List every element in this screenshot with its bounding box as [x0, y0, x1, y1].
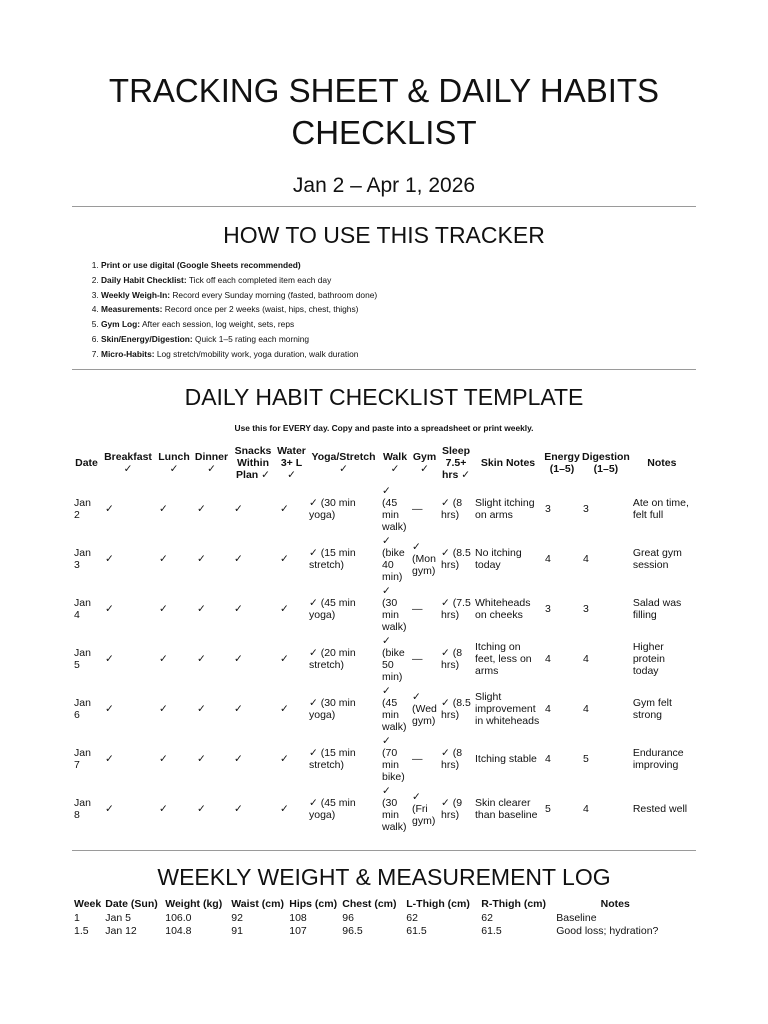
table-cell: 3 — [545, 603, 551, 615]
table-cell: ✓ — [159, 603, 168, 615]
instruction-text: Log stretch/mobility work, yoga duration, walk duration — [154, 348, 359, 359]
instruction-text: Record every Sunday morning (fasted, bathroom done) — [170, 289, 378, 300]
table-cell: 1 — [74, 911, 80, 924]
table-cell: 106.0 — [165, 911, 192, 924]
table-cell: No itching today — [475, 547, 522, 571]
document-title — [0, 70, 768, 154]
table-header-row — [72, 442, 693, 484]
divider — [72, 369, 696, 370]
table-cell: Baseline — [556, 911, 597, 924]
table-cell: ✓ — [234, 603, 243, 615]
table-cell: ✓ — [105, 603, 114, 615]
table-cell: 91 — [231, 925, 243, 937]
instructions-list — [72, 258, 721, 362]
table-row — [72, 912, 676, 926]
table-cell: 1.5 — [74, 925, 89, 937]
daily-habit-table — [72, 442, 693, 834]
table-cell: ✓ — [197, 503, 206, 515]
table-cell: 61.5 — [481, 925, 502, 937]
table-cell: ✓ — [159, 753, 168, 765]
column-header: Weight (kg) — [165, 898, 223, 910]
column-header: Hips (cm) — [289, 898, 338, 910]
instruction-label: Weekly Weigh-In: — [101, 289, 171, 300]
table-cell: — — [412, 603, 423, 615]
table-cell: ✓ — [105, 753, 114, 765]
table-cell: ✓ — [280, 803, 289, 815]
table-cell: 62 — [481, 911, 493, 924]
column-header: Week — [74, 898, 102, 910]
column-header: Date — [75, 457, 98, 469]
table-cell: 3 — [583, 503, 589, 515]
column-header: Date (Sun) — [105, 898, 158, 910]
table-cell: Gym felt strong — [632, 697, 672, 721]
table-cell: Jan 2 — [74, 497, 91, 521]
table-cell: ✓ (45 min walk) — [382, 485, 407, 533]
table-cell: 5 — [583, 753, 589, 765]
weekly-measurement-table — [72, 898, 676, 939]
table-cell: 3 — [545, 503, 551, 515]
table-cell: Jan 5 — [74, 647, 91, 671]
title-line-1: TRACKING SHEET & DAILY HABITS — [108, 72, 660, 109]
section-heading-daily-checklist: DAILY HABIT CHECKLIST TEMPLATE — [184, 384, 584, 410]
table-cell: 4 — [545, 553, 551, 565]
table-row — [72, 484, 693, 534]
table-cell: Whiteheads on cheeks — [475, 597, 531, 621]
table-row — [72, 925, 676, 939]
date-range: Jan 2 – Apr 1, 2026 — [292, 174, 476, 197]
table-cell: 4 — [583, 703, 589, 715]
table-cell: ✓ — [234, 503, 243, 515]
instruction-text: Quick 1–5 rating each morning — [192, 333, 310, 344]
table-cell: — — [412, 503, 423, 515]
column-header: Water 3+ L ✓ — [277, 445, 306, 481]
table-cell: 4 — [583, 653, 589, 665]
section-heading-weekly-log: WEEKLY WEIGHT & MEASUREMENT LOG — [157, 864, 611, 890]
table-cell: Itching stable — [475, 753, 537, 765]
table-cell: 5 — [545, 803, 551, 815]
table-cell: ✓ (30 min walk) — [382, 585, 407, 633]
table-cell: ✓ (45 min yoga) — [309, 797, 356, 821]
section-heading-how-to: HOW TO USE THIS TRACKER — [223, 222, 545, 248]
table-cell: 107 — [289, 925, 307, 937]
table-cell: ✓ — [159, 553, 168, 565]
table-cell: 4 — [583, 803, 589, 815]
table-cell: ✓ — [159, 803, 168, 815]
table-cell: 4 — [545, 653, 551, 665]
table-cell: ✓ (30 min yoga) — [309, 697, 356, 721]
instruction-label: Gym Log: — [101, 319, 141, 330]
instruction-item — [101, 317, 721, 332]
table-cell: Good loss; hydration? — [556, 925, 659, 937]
table-row — [72, 784, 693, 834]
table-cell: ✓ (7.5 hrs) — [441, 597, 471, 621]
table-cell: Ate on time, felt full — [632, 497, 689, 521]
table-cell: ✓ — [197, 703, 206, 715]
table-cell: — — [412, 653, 423, 665]
table-row — [72, 534, 693, 584]
instruction-text: Record once per 2 weeks (waist, hips, chest, thighs) — [162, 304, 359, 315]
column-header: Breakfast ✓ — [104, 451, 152, 475]
table-cell: ✓ — [280, 703, 289, 715]
table-cell: ✓ — [280, 653, 289, 665]
table-cell: Higher protein today — [632, 641, 665, 677]
column-header: Skin Notes — [480, 457, 536, 469]
table-row — [72, 734, 693, 784]
table-cell: ✓ — [105, 803, 114, 815]
table-cell: ✓ — [159, 703, 168, 715]
instruction-item — [101, 258, 721, 273]
table-cell: ✓ — [197, 803, 206, 815]
table-cell: ✓ (45 min walk) — [382, 685, 407, 733]
table-cell: Endurance improving — [632, 747, 684, 771]
instruction-label: Daily Habit Checklist: — [101, 274, 187, 285]
table-cell: Jan 7 — [74, 747, 91, 771]
table-cell: ✓ — [197, 553, 206, 565]
table-cell: ✓ — [197, 653, 206, 665]
table-cell: ✓ (8 hrs) — [441, 747, 463, 771]
table-cell: ✓ (8 hrs) — [441, 647, 463, 671]
table-cell: ✓ (45 min yoga) — [309, 597, 356, 621]
title-line-2: CHECKLIST — [291, 114, 477, 151]
checklist-note: Use this for EVERY day. Copy and paste into a spreadsheet or print weekly. — [234, 423, 534, 433]
column-header: Waist (cm) — [231, 898, 284, 910]
table-cell: ✓ — [280, 603, 289, 615]
column-header: Yoga/Stretch ✓ — [311, 451, 376, 475]
table-cell: ✓ — [280, 753, 289, 765]
table-cell: Jan 6 — [74, 697, 91, 721]
column-header: R-Thigh (cm) — [481, 898, 546, 910]
table-cell: 108 — [289, 911, 307, 924]
divider — [72, 850, 696, 851]
column-header: L-Thigh (cm) — [406, 898, 470, 910]
table-cell: ✓ — [234, 653, 243, 665]
table-cell: ✓ (Mon gym) — [412, 541, 436, 577]
table-row — [72, 584, 693, 634]
table-cell: ✓ (8.5 hrs) — [441, 697, 471, 721]
divider — [72, 206, 696, 207]
table-cell: — — [412, 753, 423, 765]
table-cell: ✓ (8 hrs) — [441, 497, 463, 521]
table-cell: ✓ (Fri gym) — [412, 791, 436, 827]
table-cell: Skin clearer than baseline — [475, 797, 538, 821]
table-cell: Salad was filling — [632, 597, 682, 621]
instruction-item — [101, 347, 721, 362]
column-header: Snacks Within Plan ✓ — [234, 445, 272, 481]
instruction-label: Measurements: — [101, 304, 163, 315]
table-cell: ✓ (15 min stretch) — [309, 747, 356, 771]
table-header-row — [72, 898, 676, 912]
instruction-text: After each session, log weight, sets, reps — [140, 319, 295, 330]
table-cell: Jan 3 — [74, 547, 91, 571]
column-header: Gym ✓ — [412, 451, 437, 475]
table-cell: ✓ — [234, 803, 243, 815]
instruction-label: Micro-Habits: — [101, 348, 155, 359]
table-cell: Rested well — [632, 803, 688, 815]
table-cell: Jan 12 — [105, 925, 137, 937]
table-row — [72, 634, 693, 684]
table-cell: ✓ (20 min stretch) — [309, 647, 356, 671]
table-cell: ✓ — [280, 503, 289, 515]
table-row — [72, 684, 693, 734]
table-cell: ✓ — [234, 553, 243, 565]
table-cell: ✓ — [197, 603, 206, 615]
instruction-item — [101, 332, 721, 347]
table-cell: ✓ — [234, 703, 243, 715]
table-cell: 104.8 — [165, 925, 192, 937]
instruction-item — [101, 273, 721, 288]
column-header: Notes — [647, 457, 677, 469]
table-cell: 96 — [342, 911, 354, 924]
table-cell: Great gym session — [632, 547, 682, 571]
column-header: Energy (1–5) — [544, 451, 580, 475]
table-cell: 92 — [231, 911, 243, 924]
column-header: Lunch ✓ — [158, 451, 190, 475]
table-cell: Jan 5 — [105, 911, 131, 924]
table-cell: ✓ — [105, 653, 114, 665]
table-cell: ✓ — [105, 553, 114, 565]
column-header: Dinner ✓ — [194, 451, 229, 475]
table-cell: 3 — [583, 603, 589, 615]
table-cell: ✓ — [197, 753, 206, 765]
table-cell: Jan 4 — [74, 597, 91, 621]
table-cell: 4 — [545, 753, 551, 765]
table-cell: ✓ (9 hrs) — [441, 797, 463, 821]
instruction-label: Print or use digital (Google Sheets recommended) — [101, 260, 301, 270]
table-cell: 62 — [406, 911, 418, 924]
table-cell: ✓ — [105, 703, 114, 715]
column-header: Digestion (1–5) — [582, 451, 630, 475]
table-cell: ✓ — [234, 753, 243, 765]
column-header: Walk ✓ — [382, 451, 408, 475]
table-cell: Slight itching on arms — [475, 497, 535, 521]
table-cell: ✓ (70 min bike) — [382, 735, 405, 783]
table-cell: Itching on feet, less on arms — [475, 641, 532, 677]
column-header: Chest (cm) — [342, 898, 397, 910]
table-cell: ✓ — [159, 653, 168, 665]
table-cell: 4 — [583, 553, 589, 565]
table-cell: Jan 8 — [74, 797, 91, 821]
table-cell: ✓ (Wed gym) — [412, 691, 437, 727]
table-cell: 96.5 — [342, 925, 363, 937]
instruction-item — [101, 302, 721, 317]
instruction-text: Tick off each completed item each day — [186, 274, 332, 285]
table-cell: 4 — [545, 703, 551, 715]
table-cell: ✓ — [159, 503, 168, 515]
table-cell: ✓ — [280, 553, 289, 565]
table-cell: ✓ (30 min yoga) — [309, 497, 356, 521]
table-cell: ✓ (8.5 hrs) — [441, 547, 471, 571]
column-header: Notes — [600, 898, 630, 910]
table-cell: 61.5 — [406, 925, 427, 937]
table-cell: ✓ (30 min walk) — [382, 785, 407, 833]
instruction-label: Skin/Energy/Digestion: — [101, 333, 193, 344]
table-cell: ✓ — [105, 503, 114, 515]
table-cell: ✓ (15 min stretch) — [309, 547, 356, 571]
column-header: Sleep 7.5+ hrs ✓ — [441, 445, 471, 481]
table-cell: ✓ (bike 40 min) — [382, 535, 405, 583]
table-cell: ✓ (bike 50 min) — [382, 635, 405, 683]
instruction-item — [101, 288, 721, 303]
table-cell: Slight improvement in whiteheads — [475, 691, 540, 727]
